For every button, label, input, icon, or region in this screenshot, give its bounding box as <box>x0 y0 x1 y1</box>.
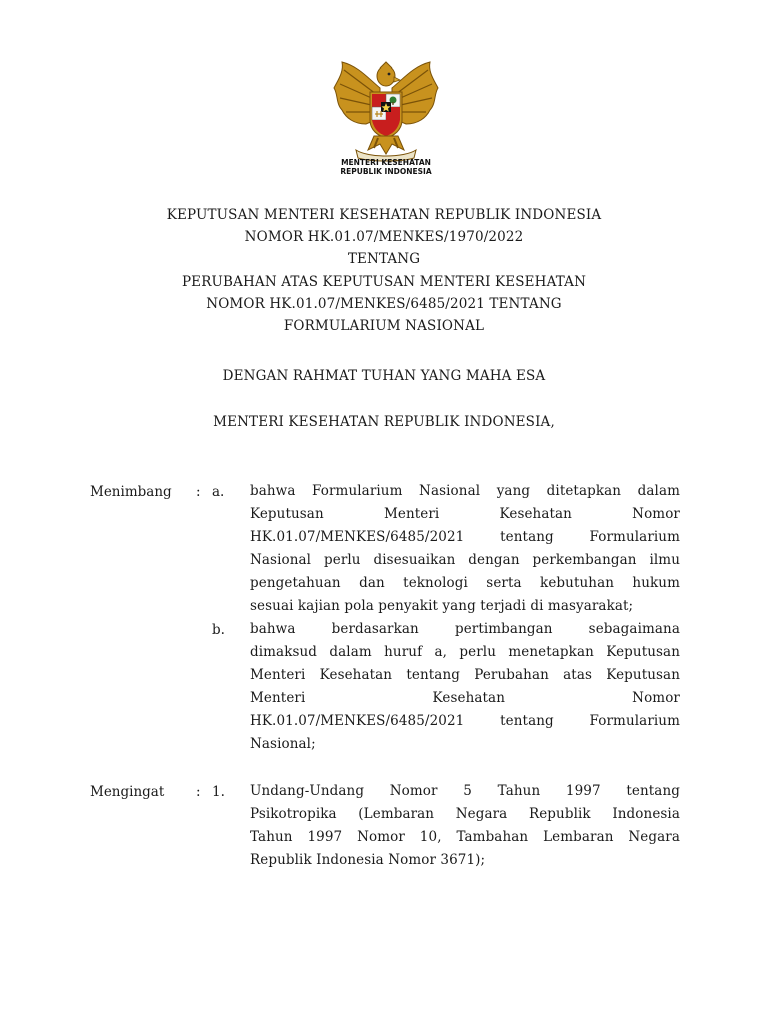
title-line-4: PERUBAHAN ATAS KEPUTUSAN MENTERI KESEHATAN <box>181 273 587 290</box>
emblem-caption <box>300 159 472 176</box>
menimbang-a-line-1: bahwa Formularium Nasional yang ditetapkan dalam <box>250 483 680 499</box>
minister-heading: MENTERI KESEHATAN REPUBLIK INDONESIA, <box>213 414 555 430</box>
title-line-3: TENTANG <box>347 251 421 268</box>
menimbang-b-line-4: Menteri Kesehatan Nomor <box>250 690 680 706</box>
menimbang-a-line-6: sesuai kajian pola penyakit yang terjadi di masyarakat; <box>250 598 634 614</box>
menimbang-a-line-3: HK.01.07/MENKES/6485/2021 tentang Formularium <box>250 529 680 545</box>
mengingat-item-1-text <box>250 780 680 872</box>
menimbang-b-line-2: dimaksud dalam huruf a, perlu menetapkan Keputusan <box>250 644 680 660</box>
menimbang-item-a-marker: a. <box>212 484 225 500</box>
mengingat-item-1-marker: 1. <box>212 784 225 800</box>
title-line-6: FORMULARIUM NASIONAL <box>283 318 485 335</box>
menimbang-b-line-1: bahwa berdasarkan pertimbangan sebagaimana <box>250 621 680 637</box>
mengingat-colon: : <box>196 784 201 800</box>
menimbang-a-line-5: pengetahuan dan teknologi serta kebutuhan hukum <box>250 575 680 591</box>
menimbang-b-line-6: Nasional; <box>250 736 316 752</box>
invocation: DENGAN RAHMAT TUHAN YANG MAHA ESA <box>222 368 546 384</box>
title-line-5: NOMOR HK.01.07/MENKES/6485/2021 TENTANG <box>206 295 562 312</box>
mengingat-1-line-4: Republik Indonesia Nomor 3671); <box>250 852 486 868</box>
menimbang-b-line-3: Menteri Kesehatan tentang Perubahan atas Keputusan <box>250 667 680 683</box>
menimbang-a-line-2: Keputusan Menteri Kesehatan Nomor <box>250 506 680 522</box>
mengingat-1-line-1: Undang-Undang Nomor 5 Tahun 1997 tentang <box>250 783 680 799</box>
menimbang-a-line-4: Nasional perlu disesuaikan dengan perkembangan ilmu <box>250 552 680 568</box>
menimbang-item-b-text <box>250 618 680 756</box>
emblem-caption-line-2: REPUBLIK INDONESIA <box>340 166 432 176</box>
title-line-2: NOMOR HK.01.07/MENKES/1970/2022 <box>244 229 524 246</box>
menimbang-colon: : <box>196 484 201 500</box>
mengingat-1-line-3: Tahun 1997 Nomor 10, Tambahan Lembaran Negara <box>250 829 680 845</box>
menimbang-item-a-text <box>250 480 680 618</box>
garuda-pancasila-emblem-icon <box>328 58 444 164</box>
menimbang-item-b-marker: b. <box>212 622 225 638</box>
mengingat-1-line-2: Psikotropika (Lembaran Negara Republik Indonesia <box>250 806 680 822</box>
emblem-caption-line-1: MENTERI KESEHATAN <box>341 158 431 167</box>
mengingat-label: Mengingat <box>90 784 165 800</box>
document-title <box>0 204 768 337</box>
menimbang-label: Menimbang <box>90 484 172 500</box>
title-line-1: KEPUTUSAN MENTERI KESEHATAN REPUBLIK INDONESIA <box>166 207 602 223</box>
menimbang-b-line-5: HK.01.07/MENKES/6485/2021 tentang Formularium <box>250 713 680 729</box>
